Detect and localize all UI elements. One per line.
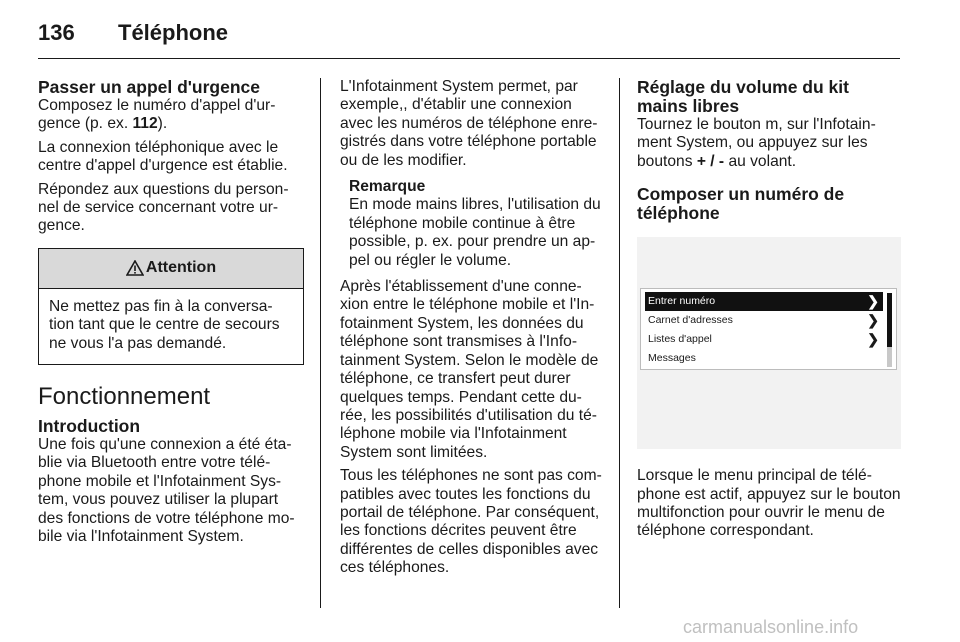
menu-item-label: Messages — [648, 352, 696, 365]
menu-item-enter-number[interactable] — [645, 292, 883, 311]
page-title: Téléphone — [118, 20, 229, 45]
text-span: ). — [157, 115, 168, 133]
chevron-right-icon: ❯ — [867, 331, 879, 348]
menu-item-label: Entrer numéro — [648, 295, 716, 308]
volume-paragraph — [637, 116, 903, 171]
text-span: Composez le numéro d'appel d'ur-gence (p. ex. — [38, 97, 276, 133]
knob-icon: m — [765, 116, 779, 133]
column-left — [38, 78, 304, 552]
infotainment-paragraph: L'Infotainment System permet, par exemple,, d'établir une connexion avec les numéros de téléphone enre-gistrés dans votre téléphone portable ou de les modifier. — [340, 78, 598, 169]
menu-item-label: Carnet d'adresses — [648, 314, 733, 327]
attention-label: Attention — [145, 259, 217, 277]
chevron-right-icon: ❯ — [867, 293, 879, 310]
attention-body: Ne mettez pas fin à la conversa-tion tant que le centre de secours ne vous l'a pas demandé. — [49, 297, 280, 352]
text-span: Tournez le bouton — [637, 116, 766, 133]
volume-heading: Réglage du volume du kit mains libres — [637, 77, 849, 116]
note-body: En mode mains libres, l'utilisation du téléphone mobile continue à être possible, p. ex. pour prendre un ap-pel ou régler le volume. — [349, 196, 601, 269]
column-divider — [320, 78, 321, 608]
page-header — [38, 20, 900, 60]
menu-scrollbar[interactable] — [887, 293, 892, 367]
operation-heading: Fonctionnement — [38, 383, 211, 411]
connection-paragraph: Après l'établissement d'une conne-xion entre le téléphone mobile et l'In-fotainment System, les données du téléphone sont transmises à l'Info-tainment System. Selon le modèle de téléphone, ce transfert peut durer quelques temps. Pendant cette du-rée, les possibilités d'utilisation du té-léphone mobile via l'Infotainment System sont limitées. — [340, 278, 599, 461]
note-block — [349, 178, 605, 270]
intro-heading: Introduction — [38, 416, 141, 437]
dial-paragraph: Lorsque le menu principal de télé-phone est actif, appuyez sur le bouton multifonction pour ouvrir le menu de téléphone correspondant. — [637, 467, 901, 540]
compatibility-paragraph: Tous les téléphones ne sont pas com-patibles avec toutes les fonctions du portail de téléphone. Par conséquent, les fonctions décrites peuvent être différentes de celles disponibles avec ces téléphones. — [340, 467, 602, 577]
menu-item-call-lists[interactable] — [645, 330, 883, 349]
attention-header — [39, 249, 303, 289]
volume-keys: + / - — [696, 152, 725, 170]
text-span: , sur l'Infotain-ment System, ou appuyez sur les boutons — [637, 116, 876, 170]
text-span: au volant. — [724, 152, 797, 170]
watermark: carmanualsonline.info — [683, 617, 859, 637]
menu-item-label: Listes d'appel — [648, 333, 712, 346]
emergency-paragraph: La connexion téléphonique avec le centre d'appel d'urgence est établie. — [38, 138, 288, 175]
note-title: Remarque — [349, 178, 426, 196]
phone-menu-panel — [640, 288, 897, 370]
page-number: 136 — [38, 20, 75, 45]
emergency-heading: Passer un appel d'urgence — [38, 77, 261, 97]
header-rule — [38, 58, 900, 59]
attention-box — [38, 248, 304, 365]
intro-paragraph: Une fois qu'une connexion a été éta-blie via Bluetooth entre votre télé-phone mobile et l'Infotainment Sys-tem, vous pouvez utiliser la plupart des fonctions de votre téléphone mo-bile via l'Infotainment System. — [38, 436, 295, 546]
menu-scroll-thumb[interactable] — [887, 293, 892, 347]
column-right — [637, 78, 903, 546]
column-middle — [340, 78, 605, 583]
phone-menu-screenshot — [637, 237, 901, 449]
emergency-paragraph — [38, 97, 304, 134]
emergency-paragraph: Répondez aux questions du person-nel de service concernant votre ur-gence. — [38, 180, 289, 235]
dial-heading: Composer un numéro de téléphone — [637, 184, 845, 224]
menu-item-messages[interactable] — [645, 349, 883, 368]
menu-item-address-book[interactable] — [645, 311, 883, 330]
chevron-right-icon: ❯ — [867, 312, 879, 329]
warning-icon — [126, 260, 144, 276]
column-divider — [619, 78, 620, 608]
page-reference: 112 — [132, 115, 158, 133]
